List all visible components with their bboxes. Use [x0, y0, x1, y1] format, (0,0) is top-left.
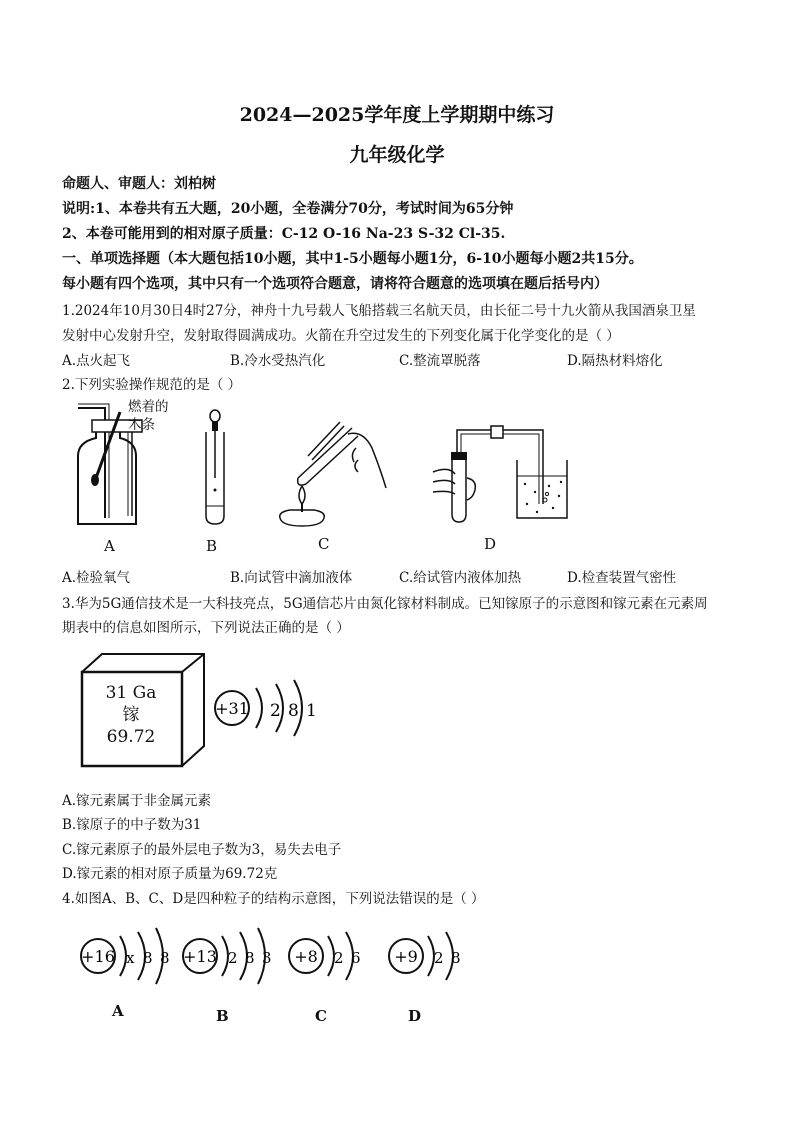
figure-a-label: A [104, 537, 115, 555]
svg-text:6: 6 [351, 949, 361, 967]
q4-text: 4.如图A、B、C、D是四种粒子的结构示意图，下列说法错误的是（ ） [62, 891, 485, 907]
q2-option-a: A.检验氧气 [62, 570, 131, 586]
atomic-number: 31 [105, 683, 128, 703]
particle-c-diagram [284, 924, 364, 988]
svg-text:2: 2 [434, 949, 444, 967]
particle-d-diagram [384, 924, 464, 988]
svg-text:+9: +9 [394, 947, 418, 966]
element-symbol: Ga [132, 683, 157, 703]
figure-d-airtightness [425, 420, 570, 525]
svg-text:2: 2 [228, 949, 238, 967]
q1-option-c: C.整流罩脱落 [399, 353, 481, 369]
q2-option-c: C.给试管内液体加热 [399, 570, 522, 586]
svg-text:+16: +16 [81, 947, 115, 966]
svg-text:8: 8 [143, 949, 153, 967]
gallium-atom-diagram [210, 676, 320, 740]
q1-text-line-1: 1.2024年10月30日4时27分，神舟十九号载人飞船搭载三名航天员，由长征二号十九火箭从我国酒泉卫星 [62, 303, 696, 319]
figure-c-heating [268, 408, 398, 528]
particle-b-diagram [178, 924, 274, 988]
particle-c-label: C [315, 1007, 327, 1025]
instructions-line-2: 2、本卷可能用到的相对原子质量：C-12 O-16 Na-23 S-32 Cl-35. [62, 226, 506, 242]
section-heading-line-1: 一、单项选择题（本大题包括10小题，其中1-5小题每小题1分，6-10小题每小题2共15分。 [62, 251, 643, 267]
ga-shell-1: 2 [270, 701, 281, 721]
element-cell-content [90, 682, 172, 748]
q1-option-b: B.冷水受热汽化 [230, 353, 326, 369]
section-heading-line-2: 每小题有四个选项，其中只有一个选项符合题意，请将符合题意的选项填在题后括号内） [62, 276, 608, 292]
svg-text:x: x [126, 949, 135, 967]
figure-b-label: B [206, 537, 218, 555]
svg-text:3: 3 [262, 949, 272, 967]
q3-option-a: A.镓元素属于非金属元素 [62, 793, 212, 809]
svg-text:+8: +8 [294, 947, 318, 966]
burning-stick-label: 燃着的 木条 [128, 399, 169, 433]
q2-text: 2.下列实验操作规范的是（ ） [62, 377, 242, 393]
q3-option-d: D.镓元素的相对原子质量为69.72克 [62, 866, 278, 882]
ga-shell-2: 8 [288, 701, 299, 721]
particle-b-label: B [216, 1007, 229, 1025]
q1-option-d: D.隔热材料熔化 [567, 353, 663, 369]
q3-option-b: B.镓原子的中子数为31 [62, 817, 202, 833]
particle-a-diagram [76, 924, 172, 988]
q3-text-line-2: 期表中的信息如图所示，下列说法正确的是（ ） [62, 620, 350, 636]
q2-option-b: B.向试管中滴加液体 [230, 570, 353, 586]
svg-text:8: 8 [245, 949, 255, 967]
q1-text-line-2: 发射中心发射升空，发射取得圆满成功。火箭在升空过发生的下列变化属于化学变化的是（ ） [62, 328, 620, 344]
ga-nucleus: +31 [215, 699, 249, 718]
q1-option-a: A.点火起飞 [62, 353, 131, 369]
authors-line: 命题人、审题人：刘柏树 [62, 176, 216, 192]
page-title: 2024—2025学年度上学期期中练习 [239, 104, 555, 126]
svg-text:8: 8 [451, 949, 461, 967]
element-name: 镓 [122, 705, 140, 725]
figure-c-label: C [318, 535, 330, 553]
page-subtitle: 九年级化学 [349, 144, 445, 166]
figure-d-label: D [484, 535, 497, 553]
atomic-mass: 69.72 [106, 727, 156, 747]
particle-a-label: A [112, 1002, 124, 1020]
figure-b-dropper [195, 408, 235, 528]
particle-d-label: D [408, 1007, 422, 1025]
svg-text:2: 2 [334, 949, 344, 967]
svg-text:+13: +13 [183, 947, 217, 966]
q3-text-line-1: 3.华为5G通信技术是一大科技亮点，5G通信芯片由氮化镓材料制成。已知镓原子的示意图和镓元素在元素周 [62, 596, 708, 612]
svg-text:8: 8 [160, 949, 170, 967]
ga-shell-3: 1 [306, 701, 317, 721]
q2-option-d: D.检查装置气密性 [567, 570, 677, 586]
q3-option-c: C.镓元素原子的最外层电子数为3，易失去电子 [62, 842, 342, 858]
instructions-line-1: 说明:1、本卷共有五大题，20小题，全卷满分70分，考试时间为65分钟 [62, 201, 514, 217]
